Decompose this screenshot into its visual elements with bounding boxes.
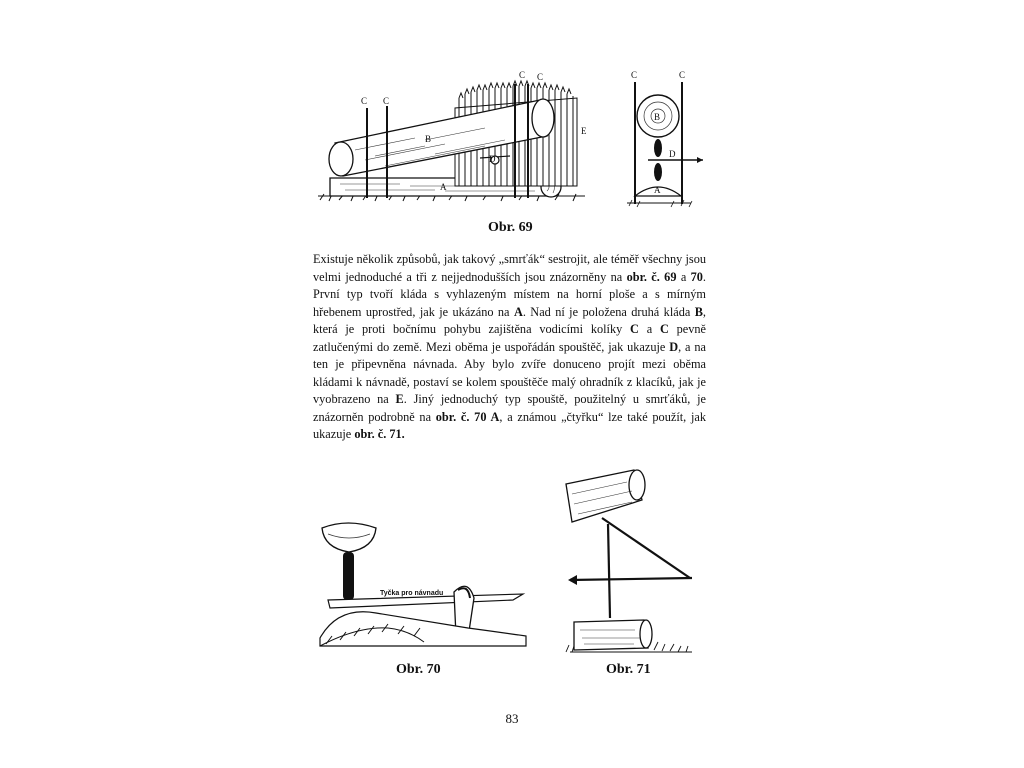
fig69-label-c-4: C — [537, 72, 544, 82]
paragraph-text: . Nad ní je položena druhá kláda — [522, 304, 695, 319]
paragraph-text: . První typ tvoří kláda s vyhlazeným místem na horní ploše a s mírným hřebenem uprostřed, jak je ukázáno na — [313, 269, 706, 319]
bold-reference: C — [659, 322, 669, 337]
bold-reference: E — [395, 392, 404, 407]
fig69-end-view — [627, 70, 703, 207]
fig69-end-label-c-2: C — [679, 70, 686, 80]
figure-69-illustration — [315, 68, 715, 216]
fig69-end-label-d: D — [669, 149, 676, 159]
paragraph-text: pevně zatlučenými do země. Mezi oběma je uspořádán spouštěč, jak ukazuje — [313, 322, 707, 354]
figure-69-drawing — [315, 68, 715, 216]
figure-70-caption: Obr. 70 — [396, 662, 441, 677]
paragraph-text: a — [676, 269, 691, 284]
paragraph-text: , a na ten je připevněna návnada. Aby bylo zvíře donuceno projít mezi oběma kládami k návnadě, postaví se kolem spouštěče malý ohradník z klacíků, jak je vyobrazeno na — [313, 339, 706, 407]
bold-reference: C — [630, 322, 639, 337]
fig69-label-e: E — [581, 126, 587, 136]
bold-reference: A — [513, 304, 523, 319]
fig70-upright-post — [343, 552, 354, 600]
fig70-ground — [320, 612, 526, 646]
fig69-end-label-b: B — [654, 112, 661, 122]
paragraph-text: , a známou „čtyřku“ lze také použít, jak ukazuje — [313, 409, 706, 442]
paragraph-text: a — [638, 322, 660, 337]
figure-70-drawing — [318, 518, 528, 653]
fig69-label-c-3: C — [519, 70, 526, 80]
fig70-bait-stick — [328, 590, 523, 608]
fig70-bait-stick-label: Tyčka pro návnadu — [380, 590, 444, 597]
bold-reference: obr. č. 70 A — [435, 409, 500, 424]
page-number: 83 — [505, 711, 519, 726]
fig71-top-log — [566, 470, 645, 522]
fig69-label-d: D — [489, 154, 496, 164]
figure-71-caption: Obr. 71 — [606, 662, 651, 677]
figure-70-illustration — [318, 518, 528, 653]
bold-reference: B — [694, 304, 703, 319]
figure-69-caption: Obr. 69 — [488, 220, 533, 235]
fig71-bottom-log — [574, 620, 652, 650]
fig69-label-c-1: C — [361, 96, 368, 106]
bold-reference: D — [669, 339, 679, 354]
fig69-end-label-a: A — [654, 185, 661, 195]
paragraph-text: . Jiný jednoduchý typ spouště, použitelný u smrťáků, je znázorněn podrobně na — [313, 392, 706, 424]
fig71-figure-four — [570, 518, 692, 618]
bold-reference: 70 — [690, 269, 703, 284]
paragraph-text: , která je proti bočnímu pohybu zajištěna vodicími kolíky — [313, 304, 706, 337]
body-paragraph — [313, 251, 706, 444]
bold-reference: obr. č. 69 — [626, 269, 677, 284]
fig69-label-c-2: C — [383, 96, 390, 106]
fig69-label-b: B — [425, 134, 432, 144]
fig69-label-a: A — [440, 182, 447, 192]
bold-reference: obr. č. 71. — [354, 427, 405, 442]
paragraph-text: Existuje několik způsobů, jak takový „smrťák“ sestrojit, ale téměř všechny jsou velmi jednoduché a tři z nejjednodušších jsou znázorněny na — [313, 252, 706, 284]
figure-71-illustration — [562, 466, 702, 666]
figure-71-drawing — [562, 466, 702, 666]
fig69-end-label-c-1: C — [631, 70, 638, 80]
fig70-top-block — [322, 523, 376, 552]
